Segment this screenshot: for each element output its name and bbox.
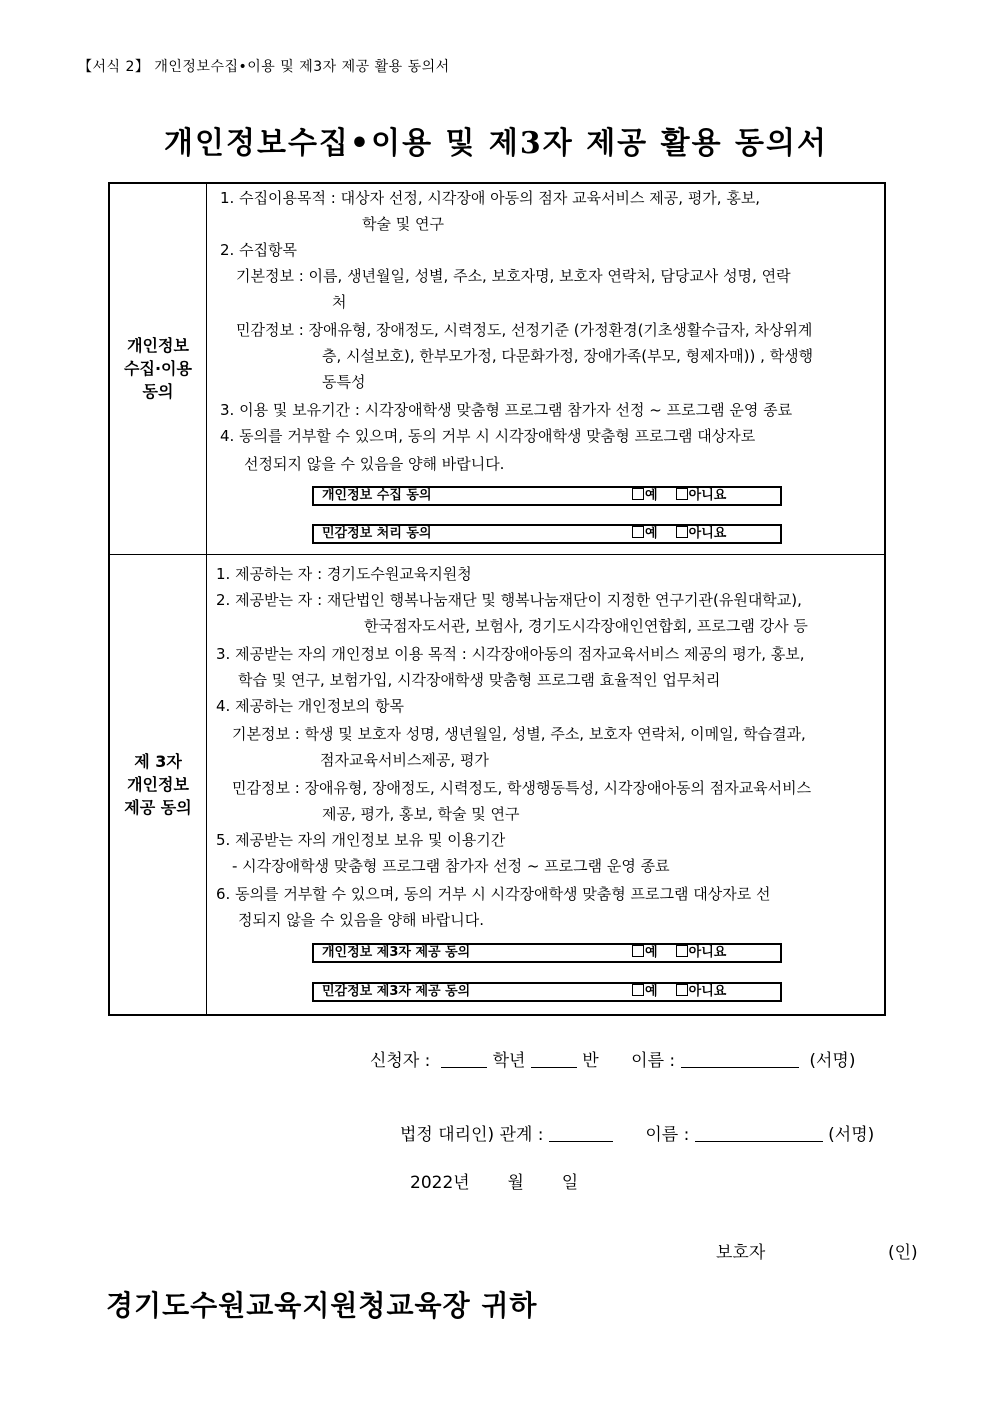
checkbox-yes[interactable] (632, 984, 644, 996)
seal-label: (인) (888, 1243, 918, 1263)
s1-line: 선정되지 않을 수 있음을 양해 바랍니다. (244, 455, 505, 473)
grade-field[interactable] (441, 1049, 487, 1068)
addressee: 경기도수원교육지원청교육장 귀하 (106, 1289, 538, 1322)
consent-checkbox-row: 민감정보 처리 동의 예 아니요 (312, 524, 782, 544)
name-field[interactable] (681, 1049, 799, 1068)
s2-line: 3. 제공받는 자의 개인정보 이용 목적 : 시각장애아동의 점자교육서비스 제공의 평가, 홍보, (216, 645, 805, 663)
s2-line: 6. 동의를 거부할 수 있으며, 동의 거부 시 시각장애학생 맞춤형 프로그램 대상자로 선 (216, 885, 771, 903)
s1-line: 1. 수집이용목적 : 대상자 선정, 시각장애 아동의 점자 교육서비스 제공, 평가, 홍보, (220, 189, 761, 207)
checkbox-yes[interactable] (632, 945, 644, 957)
s2-line: 기본정보 : 학생 및 보호자 성명, 생년월일, 성별, 주소, 보호자 연락처, 이메일, 학습결과, (232, 725, 806, 743)
s1-line: 3. 이용 및 보유기간 : 시각장애학생 맞춤형 프로그램 참가자 선정 ~ 프로그램 운영 종료 (220, 401, 793, 419)
consent-checkbox-row: 개인정보 제3자 제공 동의 예 아니요 (312, 943, 782, 963)
s1-line: 4. 동의를 거부할 수 있으며, 동의 거부 시 시각장애학생 맞춤형 프로그램 대상자로 (220, 427, 756, 445)
s1-line: 2. 수집항목 (220, 241, 298, 259)
s2-line: 4. 제공하는 개인정보의 항목 (216, 697, 405, 715)
s1-line: 민감정보 : 장애유형, 장애정도, 시력정도, 선정기준 (가정환경(기초생활수급자, 차상위계 (236, 321, 813, 339)
s2-line: 한국점자도서관, 보험사, 경기도시각장애인연합회, 프로그램 강사 등 (364, 617, 808, 635)
guardian-name-field[interactable] (695, 1123, 823, 1142)
checkbox-no[interactable] (676, 488, 688, 500)
guardian-line: 법정 대리인) 관계 : 이름 : (서명) (400, 1125, 875, 1145)
s2-line: 제공, 평가, 홍보, 학술 및 연구 (322, 805, 520, 823)
s1-line: 층, 시설보호), 한부모가정, 다문화가정, 장애가족(부모, 형제자매)) , 학생행 (322, 347, 814, 365)
consent-checkbox-row: 민감정보 제3자 제공 동의 예 아니요 (312, 982, 782, 1002)
consent-table (108, 182, 886, 1016)
s1-line: 처 (332, 293, 347, 311)
s2-line: 정되지 않을 수 있음을 양해 바랍니다. (238, 911, 484, 929)
checkbox-yes[interactable] (632, 526, 644, 538)
protector-label: 보호자 (716, 1243, 766, 1263)
checkbox-yes[interactable] (632, 488, 644, 500)
applicant-line: 신청자 : 학년 반 이름 : (서명) (370, 1051, 856, 1071)
consent-checkbox-row: 개인정보 수집 동의 예 아니요 (312, 486, 782, 506)
date-line: 2022년 월 일 (410, 1173, 579, 1193)
form-number-label: 【서식 2】 개인정보수집•이용 및 제3자 제공 활용 동의서 (78, 59, 450, 75)
s2-line: 1. 제공하는 자 : 경기도수원교육지원청 (216, 565, 472, 583)
s2-line: 학습 및 연구, 보험가입, 시각장애학생 맞춤형 프로그램 효율적인 업무처리 (238, 671, 721, 689)
s2-line: 2. 제공받는 자 : 재단법인 행복나눔재단 및 행복나눔재단이 지정한 연구기관(유원대학교), (216, 591, 802, 609)
section1-side-label: 개인정보 수집·이용 동의 (124, 336, 192, 401)
relation-field[interactable] (549, 1123, 613, 1142)
section2-side-label: 제 3자 개인정보 제공 동의 (124, 752, 192, 817)
checkbox-no[interactable] (676, 526, 688, 538)
s1-line: 학술 및 연구 (362, 215, 444, 233)
s2-line: 민감정보 : 장애유형, 장애정도, 시력정도, 학생행동특성, 시각장애아동의 점자교육서비스 (232, 779, 812, 797)
s2-line: 점자교육서비스제공, 평가 (320, 751, 489, 769)
checkbox-no[interactable] (676, 984, 688, 996)
s2-line: - 시각장애학생 맞춤형 프로그램 참가자 선정 ~ 프로그램 운영 종료 (232, 857, 670, 875)
document-title: 개인정보수집•이용 및 제3자 제공 활용 동의서 (164, 126, 828, 161)
checkbox-no[interactable] (676, 945, 688, 957)
s1-line: 동특성 (322, 373, 366, 391)
s1-line: 기본정보 : 이름, 생년월일, 성별, 주소, 보호자명, 보호자 연락처, 담당교사 성명, 연락 (236, 267, 791, 285)
s2-line: 5. 제공받는 자의 개인정보 보유 및 이용기간 (216, 831, 506, 849)
class-field[interactable] (531, 1049, 577, 1068)
